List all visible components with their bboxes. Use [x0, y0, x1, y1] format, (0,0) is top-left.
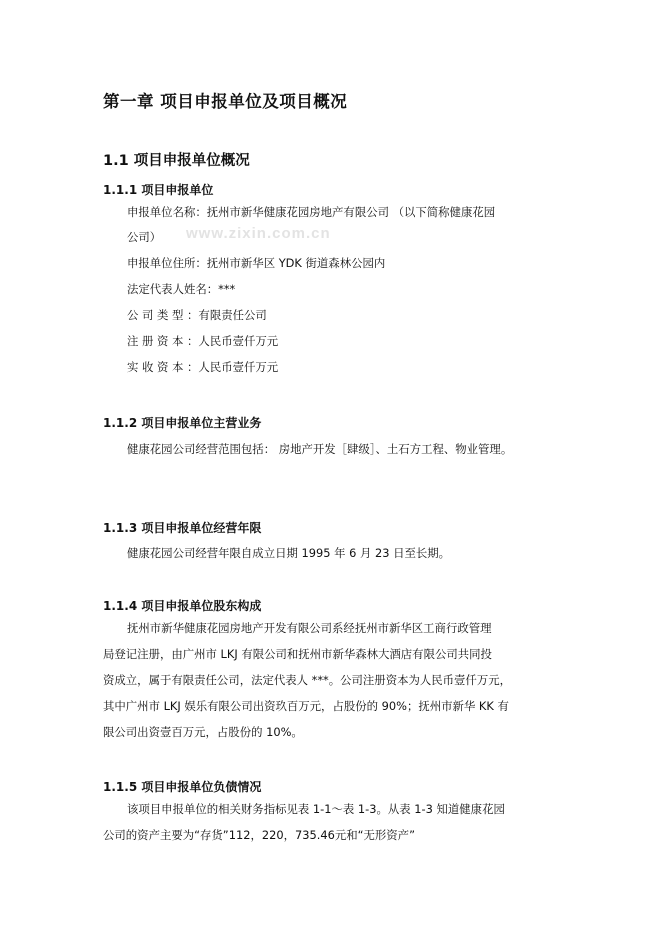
paragraph-line: 公司的资产主要为“存货”112，220，735.46元和“无形资产” — [103, 828, 415, 842]
section-heading-1-1: 1.1 项目申报单位概况 — [103, 153, 250, 169]
subsection-heading-1-1-2: 1.1.2 项目申报单位主营业务 — [103, 416, 262, 430]
paragraph-line: 其中广州市 LKJ 娱乐有限公司出资玖百万元，占股份的 90%；抚州市新华 KK 有 — [103, 699, 509, 713]
paragraph-line: 抚州市新华健康花园房地产开发有限公司系经抚州市新华区工商行政管理 — [127, 621, 492, 635]
paragraph-line: 注 册 资 本 ：人民币壹仟万元 — [127, 334, 279, 348]
paragraph-line: 限公司出资壹百万元，占股份的 10%。 — [103, 725, 303, 739]
paragraph-text: 健康花园公司经营范围包括： 房地产开发［肆级］、土石方工程、物业管理。 — [127, 442, 513, 456]
paragraph-line: 公司） — [127, 230, 162, 244]
paragraph-line: 申报单位住所：抚州市新华区 YDK 街道森林公园内 — [127, 256, 386, 270]
watermark: www.zixin.com.cn — [186, 225, 331, 242]
paragraph-line: 局登记注册，由广州市 LKJ 有限公司和抚州市新华森林大酒店有限公司共同投 — [103, 647, 492, 661]
subsection-heading-1-1-3: 1.1.3 项目申报单位经营年限 — [103, 521, 262, 535]
subsection-heading-1-1-5: 1.1.5 项目申报单位负债情况 — [103, 780, 262, 794]
subsection-heading-1-1-4: 1.1.4 项目申报单位股东构成 — [103, 599, 262, 613]
paragraph-line: 资成立，属于有限责任公司，法定代表人 ***。公司注册资本为人民币壹仟万元， — [103, 673, 511, 687]
subsection-heading-1-1-1: 1.1.1 项目申报单位 — [103, 183, 214, 197]
paragraph-line: 申报单位名称：抚州市新华健康花园房地产有限公司 （以下简称健康花园 — [127, 205, 496, 219]
paragraph-line: 实 收 资 本 ：人民币壹仟万元 — [127, 360, 279, 374]
paragraph-line: 该项目申报单位的相关财务指标见表 1-1～表 1-3。从表 1-3 知道健康花园 — [127, 802, 505, 816]
paragraph-line: 法定代表人姓名：*** — [127, 282, 236, 296]
chapter-title: 第一章 项目申报单位及项目概况 — [103, 92, 348, 111]
paragraph-text: 健康花园公司经营年限自成立日期 1995 年 6 月 23 日至长期。 — [127, 546, 451, 560]
paragraph-line: 公 司 类 型 ：有限责任公司 — [127, 308, 267, 322]
